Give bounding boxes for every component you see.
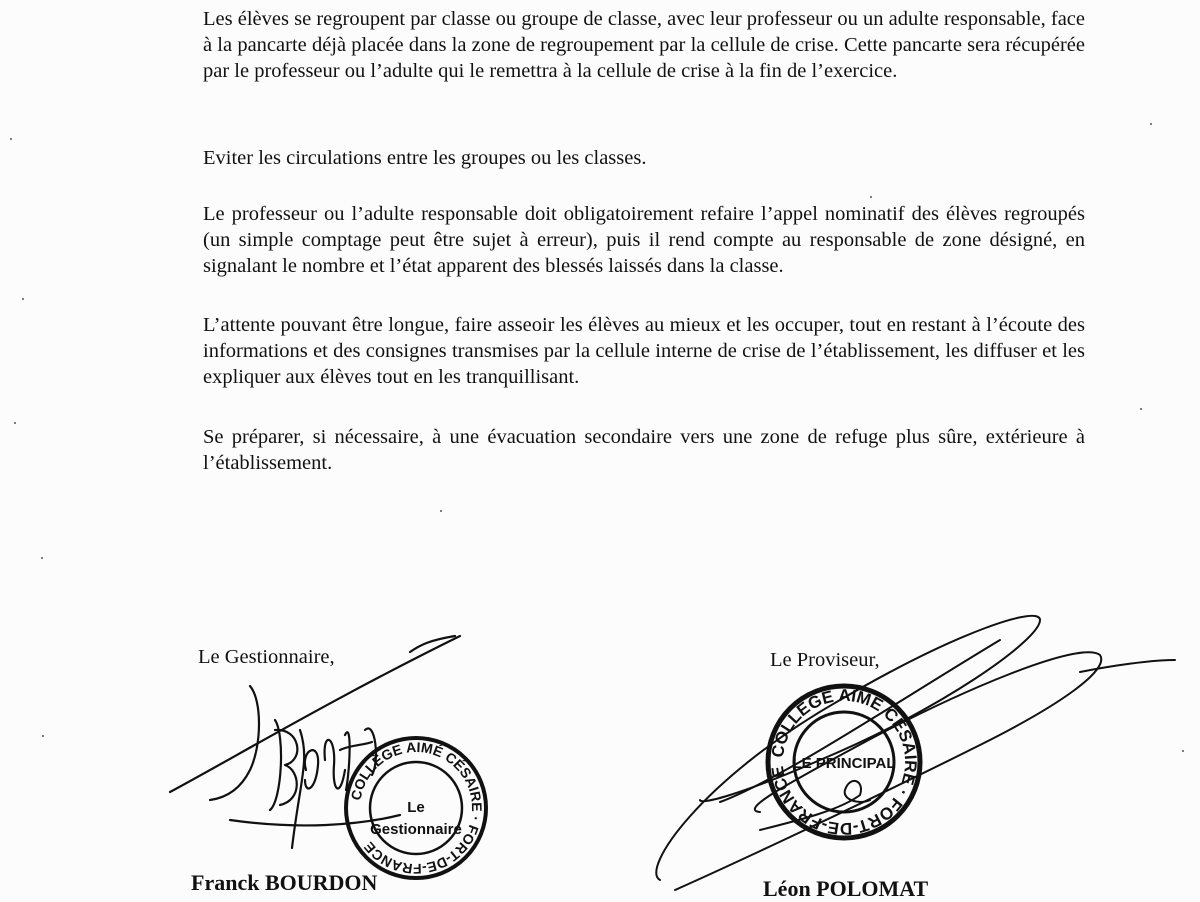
proviseur-signature	[656, 616, 1175, 890]
proviseur-title: Le Proviseur,	[770, 649, 880, 671]
gestionnaire-stamp	[346, 738, 486, 878]
proviseur-stamp	[768, 686, 920, 838]
paragraph-appel: Le professeur ou l’adulte responsable doit obligatoirement refaire l’appel nominatif des élèves regroupés (un simple comptage peut être sujet à erreur), puis il rend compte au responsable de zone désigné, en signalant le nombre et l’état apparent des blessés laissés dans la classe.	[203, 203, 1085, 277]
gestionnaire-stamp-center-le: Le	[407, 799, 425, 816]
scan-speck	[1150, 123, 1152, 125]
paragraph-regroupement: Les élèves se regroupent par classe ou groupe de classe, avec leur professeur ou un adulte responsable, face à la pancarte déjà placée dans la zone de regroupement par la cellule de crise. Cette pancarte sera récupérée par le professeur ou l’adulte qui le remettra à la cellule de crise à la fin de l’exercice.	[203, 8, 1085, 82]
paragraph-circulations: Eviter les circulations entre les groupes ou les classes.	[203, 147, 647, 169]
gestionnaire-title: Le Gestionnaire,	[198, 646, 335, 668]
proviseur-stamp-ring-text: COLLÈGE AIMÉ CÉSAIRE · FORT-DE-FRANCE	[768, 685, 921, 839]
gestionnaire-name: Franck BOURDON	[191, 870, 378, 895]
scan-speck	[10, 138, 12, 140]
scan-speck	[870, 196, 872, 198]
scan-speck	[14, 422, 16, 424]
proviseur-stamp-center: LE PRINCIPAL	[792, 755, 896, 772]
svg-text:COLLÈGE AIMÉ CÉSAIRE · FORT-DE	[768, 686, 920, 838]
gestionnaire-stamp-ring-text: COLLÈGE AIMÉ CÉSAIRE · FORT-DE-FRANCE	[347, 738, 486, 878]
paragraph-attente: L’attente pouvant être longue, faire asseoir les élèves au mieux et les occuper, tout en restant à l’écoute des informations et des consignes transmises par la cellule interne de crise de l’établissement, les diffuser et les expliquer aux élèves tout en les tranquillisant.	[203, 314, 1085, 388]
scan-speck	[440, 510, 442, 512]
scan-speck	[1182, 750, 1184, 752]
svg-text:COLLÈGE AIMÉ CÉSAIRE · FORT-DE	[348, 739, 486, 877]
gestionnaire-stamp-center-role: Gestionnaire	[370, 821, 462, 838]
scan-speck	[42, 735, 44, 737]
scan-speck	[1140, 408, 1142, 410]
scan-speck	[41, 557, 43, 559]
scan-speck	[22, 298, 24, 300]
paragraph-evacuation: Se préparer, si nécessaire, à une évacuation secondaire vers une zone de refuge plus sûre, extérieure à l’établissement.	[203, 426, 1085, 474]
proviseur-name: Léon POLOMAT	[763, 876, 929, 901]
